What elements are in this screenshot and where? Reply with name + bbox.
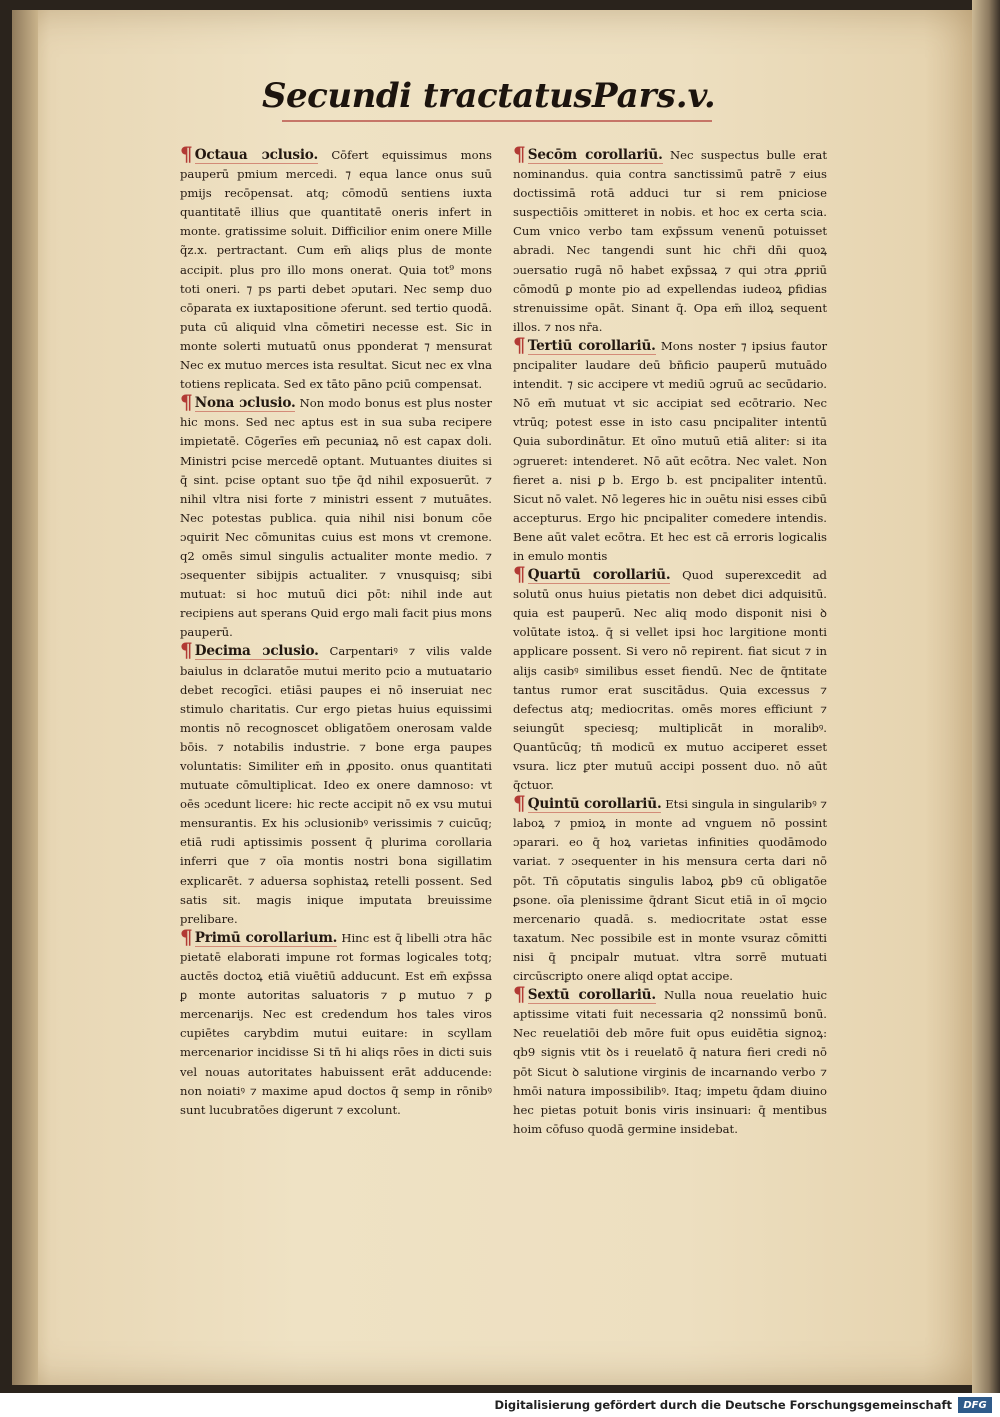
paragraph [513,982,828,1139]
paragraph [180,638,492,928]
pilcrow-icon: ¶ [513,332,526,357]
paragraph-text: Etsi singula in singularibꝰ ⁊ laboꝝ ⁊ pmioꝝ in monte ad vnguem nō possint ɔparari. eo q̄ hoꝝ varietas infinities quodāmodo variat. ⁊ ɔsequenter in his mensura certa dari nō pōt. Tn̄ cōputatis singulis laboꝝ ꝑb9 cū obligatōe ꝑsone. oīa plenissime q̄drant Sicut etiā in oī mꝯcio mercenario quadā. s. mediocritate ɔstat esse taxatum. Nec possibile est in monte vsuraz cōmitti nisi q̄ pncipalr mutuat. vltra sorrē mutuati circūscriꝑto onere aliqd optat accipe. [513,797,828,984]
paragraph [513,562,827,795]
page-edge [972,0,1000,1393]
paragraph-text: Nec suspectus bulle erat nominandus. quia contra sanctissimū patrē ⁊ eius doctissimā rotā adduci tur si rem pniciose suspectiōis ɔmitteret in nobis. et hoc ex certa scia. Cum vnico verbo tam exp̄ssum venenū potuisset abradi. Nec tangendi sunt hic chr̄i dn̄i quoꝝ ɔuersatio rugā nō habet exp̄ssaꝝ ⁊ qui ɔtra ꝓpriū cōmodū ꝑ monte pio ad expellendas iudeoꝝ ꝑfidias strenuissime opāt. Sinant q̄. Opa em̄ illoꝝ sequent illos. ⁊ nos nr̄a. [513,148,827,334]
book-page [12,10,972,1385]
paragraph [180,924,493,1120]
running-head-part: Pars.v. [592,76,716,116]
paragraph [513,332,827,566]
page-gutter [12,10,38,1385]
pilcrow-icon: ¶ [180,390,193,415]
paragraph [513,142,827,337]
paragraph-text: Mons noster ⁊ ipsius fautor pncipaliter laudare deū bn̄ficio pauperū mutuādo intendit. ⁊ sic accipere vt mediū ɔgruū ac secūdario. Nō em̄ mutuat vt sic accipiat sed ecōtrario. Nec vtrūq; potest esse in isto casu pncipaliter intentū Quia subordinātur. Et oīno mutuū etiā aliter: si ita ɔgrueret: intenderet. Nō aūt ecōtra. Nec valet. Non fieret a. nisi ꝑ b. Ergo b. est pncipaliter intentū. Sicut nō valet. Nō legeres hic in ɔuētu nisi esses cibū accepturus. Ergo hic pncipaliter comedere intendis. Bene aūt valet ecōtra. Et hec est cā erroris logicalis in emulo montis [513,338,827,563]
pilcrow-icon: ¶ [180,924,193,949]
paragraph [513,791,828,986]
paragraph-text: Non modo bonus est plus noster hic mons. Sed nec aptus est in sua suba recipere impietatē. Cōgerīes em̄ pecuniaꝝ nō est capax doli. Ministri pcise mercedē optant. Mutuantes diuites si q̄ sint. pcise optant suo tp̄e q̄d nihil exposuerūt. ⁊ nihil vltra nisi forte ⁊ ministri essent ⁊ mutuātes. Nec potestas publica. quia nihil nisi bonum cōe ɔquirit Nec cōmunitas cuius est mons vt cremone. q2 omēs simul singulis actualiter monte medio. ⁊ ɔsequenter sibijpis actualiter. ⁊ vnusquisq; sibi mutuat: si hoc mutuū dici pōt: nihil inde aut recipiens aut sperans Quid ergo mali facit pius mons pauperū. [180,396,493,640]
paragraph-heading: Sextū corollariū. [527,987,656,1004]
paragraph [180,390,493,642]
paragraph-heading: Primū corollarium. [194,929,338,946]
rubric-underline [282,120,712,122]
paragraph-heading: Tertiū corollariū. [527,337,656,354]
pilcrow-icon: ¶ [180,638,193,663]
paragraph-heading: Octaua ɔclusio. [194,147,318,163]
paragraph-heading: Decima ɔclusio. [194,643,319,660]
running-head-title: Secundi tractatus [262,76,593,116]
paragraph-heading: Secōm corollariū. [527,147,663,163]
pilcrow-icon: ¶ [513,562,526,587]
paragraph-text: Carpentariꝰ ⁊ vilis valde baiulus in dclaratōe mutui merito pcio a mutuatario debet recogīci. etiāsi paupes ei nō inseruiat nec stimulo charitatis. Cur ergo pietas huius equissimi montis nō recognoscet obligatōem onerosam valde bōis. ⁊ notabilis industrie. ⁊ bone erga paupes voluntatis: Similiter em̄ in ꝓposito. onus quantitati mutuate cōmultiplicat. Ideo ex onere damnoso: vt oēs ɔcedunt licere: hic recte accipit nō ex vsu mutui mensurantis. Ex his ɔclusionibꝰ verissimis ⁊ cuicūq; etiā rudi aptissimis possent q̄ plurima corollaria inferri que ⁊ oīa montis nostri bona sigillatim explicarēt. ⁊ aduersa sophistaꝝ retelli possent. Sed satis sit. magis inique imputata breuissime prelibare. [180,644,492,926]
pilcrow-icon: ¶ [513,142,526,166]
paragraph-heading: Nona ɔclusio. [194,395,296,412]
pilcrow-icon: ¶ [513,982,526,1007]
paragraph-text: Cōfert equissimus mons pauperū pmium mercedi. ⁊ equa lance onus suū pmijs recōpensat. atq; cōmodū sentiens iuxta quantitatē illius que quantitatē oneris infert in monte. gratissime soluit. Difficilior enim onere Mille q̃z.x. pertractant. Cum em̄ aliqs plus de monte accipit. plus pro illo mons onerat. Quia tot⁹ mons toti oneri. ⁊ ps parti debet ɔputari. Nec semp duo cōparata ex iuxtapositione ɔferunt. sed tertio quodā. puta cū aliquid vlna cōmetiri necesse est. Sic in monte solerti mutuatū onus pponderat ⁊ mensurat Nec ex mutuo merces ista resultat. Sicut nec ex vlna totiens replicata. Sed ex tāto pāno pciū compensat. [180,148,493,392]
left-column [180,142,493,1120]
paragraph [180,142,493,394]
funding-credit: Digitalisierung gefördert durch die Deutsche Forschungsgemeinschaft [494,1398,952,1412]
paragraph-text: Quod superexcedit ad solutū onus huius pietatis non debet dici adquisitū. quia est pauperū. Nec aliq modo disponit nisi ꝺ volūtate istoꝝ. q̄ si vellet ipsi hoc largitione monti applicare possent. Si vero nō repirent. fiat sicut ⁊ in alijs casibꝰ similibus esset fiendū. Nec de q̄ntitate tantus rumor erat suscitādus. Quia excessus ⁊ defectus atq; mediocritas. omēs mores efficiunt ⁊ seiungūt speciesq; multiplicāt in moralibꝰ. Quantūcūq; tn̄ modicū ex mutuo acciperet esset vsura. licz ꝑter mutuū accipi possent duo. nō aūt q̄ctuor. [513,568,827,793]
paragraph-heading: Quintū corollariū. [527,796,662,813]
paragraph-text: Hinc est q̄ libelli ɔtra hāc pietatē elaborati impune rot formas logicales totq; auctēs doctoꝝ etiā viuētiū adducunt. Est em̄ exp̄ssa ꝑ monte autoritas saluatoris ⁊ ꝑ mutuo ⁊ ꝑ mercenarijs. Nec est credendum hos tales viros cupiētes carybdim mutui euitare: in scyllam mercenarior incidisse Si tn̄ hi aliqs rōes in dicti suis vel nouas autoritates habuissent erāt adducende: non noiatiꝰ ⁊ maxime apud doctos q̄ semp in rōnibꝰ sunt lucubratōes digerunt ⁊ excolunt. [180,930,493,1117]
pilcrow-icon: ¶ [180,142,193,166]
dfg-logo-icon[interactable]: DFG [958,1397,992,1413]
right-column [513,142,828,1139]
paragraph-text: Nulla noua reuelatio huic aptissime vitati fuit necessaria q2 nonssimū bonū. Nec reuelatiōi deb mōre fuit opus euidētia signoꝝ: qb9 signis vtit ꝺs i reuelatō q̄ natura fieri credi nō pōt Sicut ꝺ salutione virginis de incarnando verbo ⁊ hmōi natura impossibilibꝰ. Itaq; impetu q̄dam diuino hec pietas potuit bonis viris insinuari: q̄ mentibus hoim cōfuso quodā germine insidebat. [513,988,828,1136]
paragraph-heading: Quartū corollariū. [527,567,671,584]
footer-bar [0,1393,1000,1417]
pilcrow-icon: ¶ [513,791,526,816]
running-head [262,76,762,126]
